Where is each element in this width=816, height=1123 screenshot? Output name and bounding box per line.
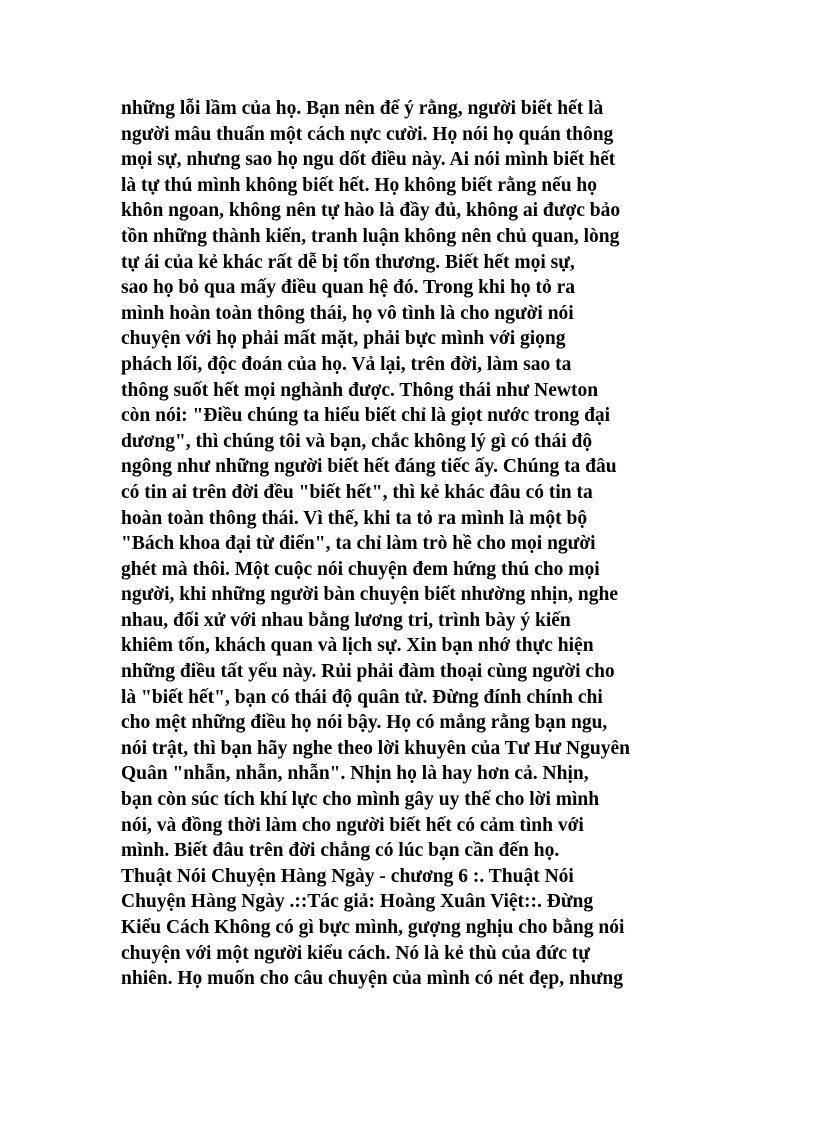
text-line: mình. Biết đâu trên đời chẳng có lúc bạn cần đến họ. — [121, 840, 560, 862]
text-line: những điều tất yếu này. Rủi phải đàm thoại cùng người cho — [121, 661, 615, 683]
text-line: "Bách khoa đại từ điển", ta chỉ làm trò hề cho mọi người — [121, 533, 596, 555]
text-line: còn nói: "Điều chúng ta hiểu biết chỉ là giọt nước trong đại — [121, 405, 611, 427]
text-line: là tự thú mình không biết hết. Họ không biết rằng nếu họ — [121, 174, 598, 196]
text-line: hoàn toàn thông thái. Vì thế, khi ta tỏ ra mình là một bộ — [121, 507, 588, 529]
text-line: có tin ai trên đời đều "biết hết", thì kẻ khác đâu có tin ta — [121, 481, 593, 503]
text-line: khôn ngoan, không nên tự hào là đầy đủ, không ai được bảo — [121, 200, 621, 222]
text-line: mọi sự, nhưng sao họ ngu dốt điều này. Ai nói mình biết hết — [121, 149, 616, 171]
text-line: khiêm tốn, khách quan và lịch sự. Xin bạn nhớ thực hiện — [121, 635, 594, 657]
text-line: người, khi những người bàn chuyện biết nhường nhịn, nghe — [121, 584, 619, 606]
text-line: tồn những thành kiến, tranh luận không nên chủ quan, lòng — [121, 225, 620, 247]
text-line: những lỗi lầm của họ. Bạn nên để ý rằng, người biết hết là — [121, 98, 604, 119]
chapter-heading-line: Chuyện Hàng Ngày .::Tác giả: Hoàng Xuân Việt::. Đừng — [121, 891, 594, 913]
text-line: nhiên. Họ muốn cho câu chuyện của mình có nét đẹp, nhưng — [121, 968, 624, 990]
text-line: là "biết hết", bạn có thái độ quân tử. Đừng đính chính chi — [121, 686, 603, 708]
text-line: phách lối, độc đoán của họ. Vả lại, trên đời, làm sao ta — [121, 353, 572, 375]
text-line: chuyện với một người kiểu cách. Nó là kẻ thù của đức tự — [121, 942, 590, 964]
text-line: Kiểu Cách Không có gì bực mình, gượng nghịu cho bằng nói — [121, 917, 625, 938]
body-text — [121, 96, 701, 992]
text-line: ghét mà thôi. Một cuộc nói chuyện đem hứng thú cho mọi — [121, 558, 600, 580]
text-line: chuyện với họ phải mất mặt, phải bực mình với giọng — [121, 328, 566, 350]
text-line: thông suốt hết mọi nghành được. Thông thái như Newton — [121, 379, 599, 401]
chapter-heading-line: Thuật Nói Chuyện Hàng Ngày - chương 6 :. Thuật Nói — [121, 865, 574, 887]
text-line: tự ái của kẻ khác rất dễ bị tổn thương. Biết hết mọi sự, — [121, 251, 575, 273]
text-line: ngông như những người biết hết đáng tiếc ấy. Chúng ta đâu — [121, 456, 617, 478]
text-line: người mâu thuẩn một cách nực cười. Họ nói họ quán thông — [121, 123, 614, 145]
text-line: sao họ bỏ qua mấy điều quan hệ đó. Trong khi họ tỏ ra — [121, 277, 576, 299]
text-line: dương", thì chúng tôi và bạn, chắc không lý gì có thái độ — [121, 430, 593, 452]
text-line: bạn còn súc tích khí lực cho mình gây uy thế cho lời mình — [121, 789, 600, 811]
text-line: nói, và đồng thời làm cho người biết hết có cảm tình với — [121, 814, 584, 836]
text-line: mình hoàn toàn thông thái, họ vô tình là cho người nói — [121, 302, 574, 324]
text-line: nhau, đối xử với nhau bằng lương tri, trình bày ý kiến — [121, 609, 571, 631]
text-line: Quân "nhẫn, nhẫn, nhẫn". Nhịn họ là hay hơn cả. Nhịn, — [121, 763, 589, 785]
text-line: cho mệt những điều họ nói bậy. Họ có mắng rằng bạn ngu, — [121, 712, 608, 734]
text-line: nói trật, thì bạn hãy nghe theo lời khuyên của Tư Hư Nguyên — [121, 737, 630, 759]
